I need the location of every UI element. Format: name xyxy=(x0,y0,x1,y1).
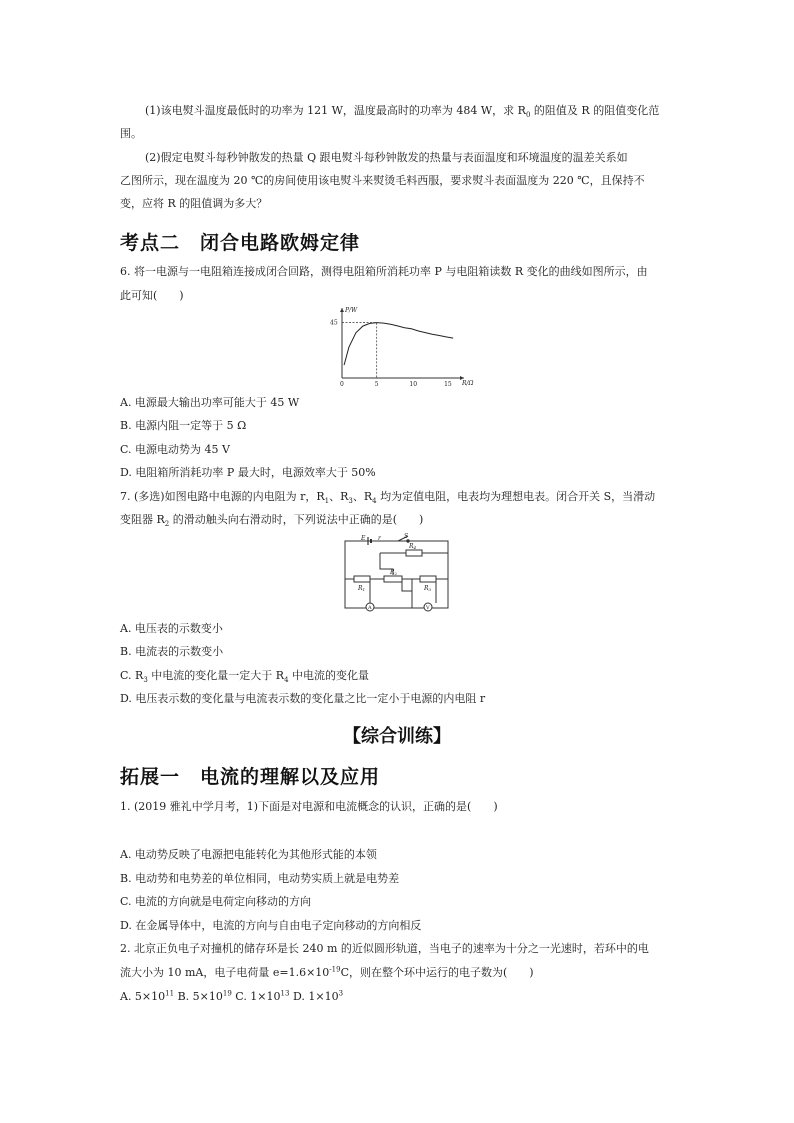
text: 的滑动触头向右滑动时，下列说法中正确的是( ) xyxy=(169,513,424,526)
superscript: 3 xyxy=(338,989,344,998)
q7-option-c xyxy=(120,669,369,683)
q6-stem-line2: 此可知( ) xyxy=(120,289,184,302)
text: 的阻值及 R 的阻值变化范 xyxy=(530,104,660,117)
subscript: 4 xyxy=(284,676,289,685)
text: 中电流的变化量 xyxy=(288,669,370,682)
superscript: 13 xyxy=(280,989,290,998)
section-heading-tuozhan1: 拓展一 电流的理解以及应用 xyxy=(120,766,381,788)
r2-rheostat xyxy=(384,576,402,582)
label-r: r xyxy=(378,535,381,542)
y-tick-label: 45 xyxy=(330,319,338,327)
superscript: 11 xyxy=(165,989,175,998)
q6-option-c: C. 电源电动势为 45 V xyxy=(120,443,230,456)
q6-option-a: A. 电源最大输出功率可能大于 45 W xyxy=(120,396,300,409)
r3-resistor xyxy=(420,576,436,582)
superscript: -19 xyxy=(329,965,341,974)
label-e: E xyxy=(361,535,366,542)
q7-stem-line1 xyxy=(120,490,655,504)
label-r2: R2 xyxy=(390,569,398,576)
option-a: A. 5×10 xyxy=(120,990,166,1003)
r2-bypass-wire xyxy=(402,579,412,591)
label-r4: R4 xyxy=(409,543,417,550)
section-heading-kaodian2: 考点二 闭合电路欧姆定律 xyxy=(120,232,361,254)
x-axis-label: R/Ω xyxy=(462,380,474,387)
y-axis-label: P/W xyxy=(345,307,358,314)
label-voltmeter: V xyxy=(426,605,430,611)
q7-option-b: B. 电流表的示数变小 xyxy=(120,645,224,658)
q-prev-part2-line3: 变，应将 R 的阻值调为多大？ xyxy=(120,197,268,210)
comprehensive-training-title: 【综合训练】 xyxy=(343,726,451,747)
q2-stem-line1: 2. 北京正负电子对撞机的储存环是长 240 m 的近似圆形轨道，当电子的速率为十分之一光速时，若环中的电 xyxy=(120,942,649,955)
q-prev-part1-line1 xyxy=(145,104,659,118)
peak-guide-line xyxy=(342,323,377,378)
r1-resistor xyxy=(354,576,370,582)
x-tick-label: 0 xyxy=(340,381,344,388)
label-r1: R1 xyxy=(358,585,366,592)
text: 、R xyxy=(352,490,373,503)
x-tick-label: 5 xyxy=(374,381,379,388)
circuit-diagram xyxy=(340,533,452,613)
subscript: 4 xyxy=(372,497,377,506)
power-curve xyxy=(344,323,453,365)
q1-stem: 1. (2019 雅礼中学月考，1)下面是对电源和电流概念的认识，正确的是( ) xyxy=(120,800,498,813)
text: 、R xyxy=(329,490,349,503)
q1-option-a: A. 电动势反映了电源把电能转化为其他形式能的本领 xyxy=(120,848,377,861)
text: C，则在整个环中运行的电子数为( ) xyxy=(340,966,534,979)
label-r3: R3 xyxy=(424,585,432,592)
text: 流大小为 10 mA，电子电荷量 e=1.6×10 xyxy=(120,966,330,979)
q1-option-b: B. 电动势和电势差的单位相同，电动势实质上就是电势差 xyxy=(120,872,400,885)
x-tick-label: 15 xyxy=(444,381,452,388)
q-prev-part1-line2: 围。 xyxy=(120,127,142,140)
q-prev-part2-line1: (2)假定电熨斗每秒钟散发的热量 Q 跟电熨斗每秒钟散发的热量与表面温度和环境温度的温差关系如 xyxy=(145,151,628,164)
option-c: C. 1×10 xyxy=(231,990,281,1003)
subscript: 1 xyxy=(324,497,330,506)
q1-option-c: C. 电流的方向就是电荷定向移动的方向 xyxy=(120,895,312,908)
text: C. R xyxy=(120,669,144,682)
q7-option-a: A. 电压表的示数变小 xyxy=(120,622,223,635)
text: 变阻器 R xyxy=(120,513,165,526)
q2-options xyxy=(120,990,343,1004)
subscript: 0 xyxy=(525,111,531,120)
option-b: B. 5×10 xyxy=(174,990,223,1003)
q2-stem-line2 xyxy=(120,966,534,980)
subscript: 2 xyxy=(164,520,170,529)
switch-contact xyxy=(407,540,409,542)
option-d: D. 1×10 xyxy=(289,990,339,1003)
superscript: 19 xyxy=(222,989,232,998)
subscript: 3 xyxy=(348,497,353,506)
q6-stem-line1: 6. 将一电源与一电阻箱连接成闭合回路，测得电阻箱所消耗功率 P 与电阻箱读数 R 变化的曲线如图所示，由 xyxy=(120,265,648,278)
q6-option-b: B. 电源内阻一定等于 5 Ω xyxy=(120,419,247,432)
subscript: 3 xyxy=(143,676,148,685)
q1-option-d: D. 在金属导体中，电流的方向与自由电子定向移动的方向相反 xyxy=(120,919,422,932)
text: (1)该电熨斗温度最低时的功率为 121 W，温度最高时的功率为 484 W，求 R xyxy=(145,104,526,117)
q7-stem-line2 xyxy=(120,513,423,527)
x-tick-label: 10 xyxy=(409,381,418,388)
label-s: S xyxy=(404,533,409,540)
q6-option-d: D. 电阻箱所消耗功率 P 最大时，电源效率大于 50% xyxy=(120,466,376,479)
q7-option-d: D. 电压表示数的变化量与电流表示数的变化量之比一定小于电源的内电阻 r xyxy=(120,692,486,705)
p-r-chart xyxy=(320,307,474,388)
text: 7. (多选)如图电路中电源的内电阻为 r，R xyxy=(120,490,325,503)
text: 均为定值电阻，电表均为理想电表。闭合开关 S，当滑动 xyxy=(376,490,656,503)
y-axis-arrow xyxy=(340,308,344,312)
label-ammeter: A xyxy=(368,605,372,611)
r4-resistor xyxy=(406,550,422,556)
text: 中电流的变化量一定大于 R xyxy=(147,669,285,682)
q-prev-part2-line2: 乙图所示，现在温度为 20 ℃的房间使用该电熨斗来熨烫毛料西服，要求熨斗表面温度为 220 ℃，且保持不 xyxy=(120,174,645,187)
